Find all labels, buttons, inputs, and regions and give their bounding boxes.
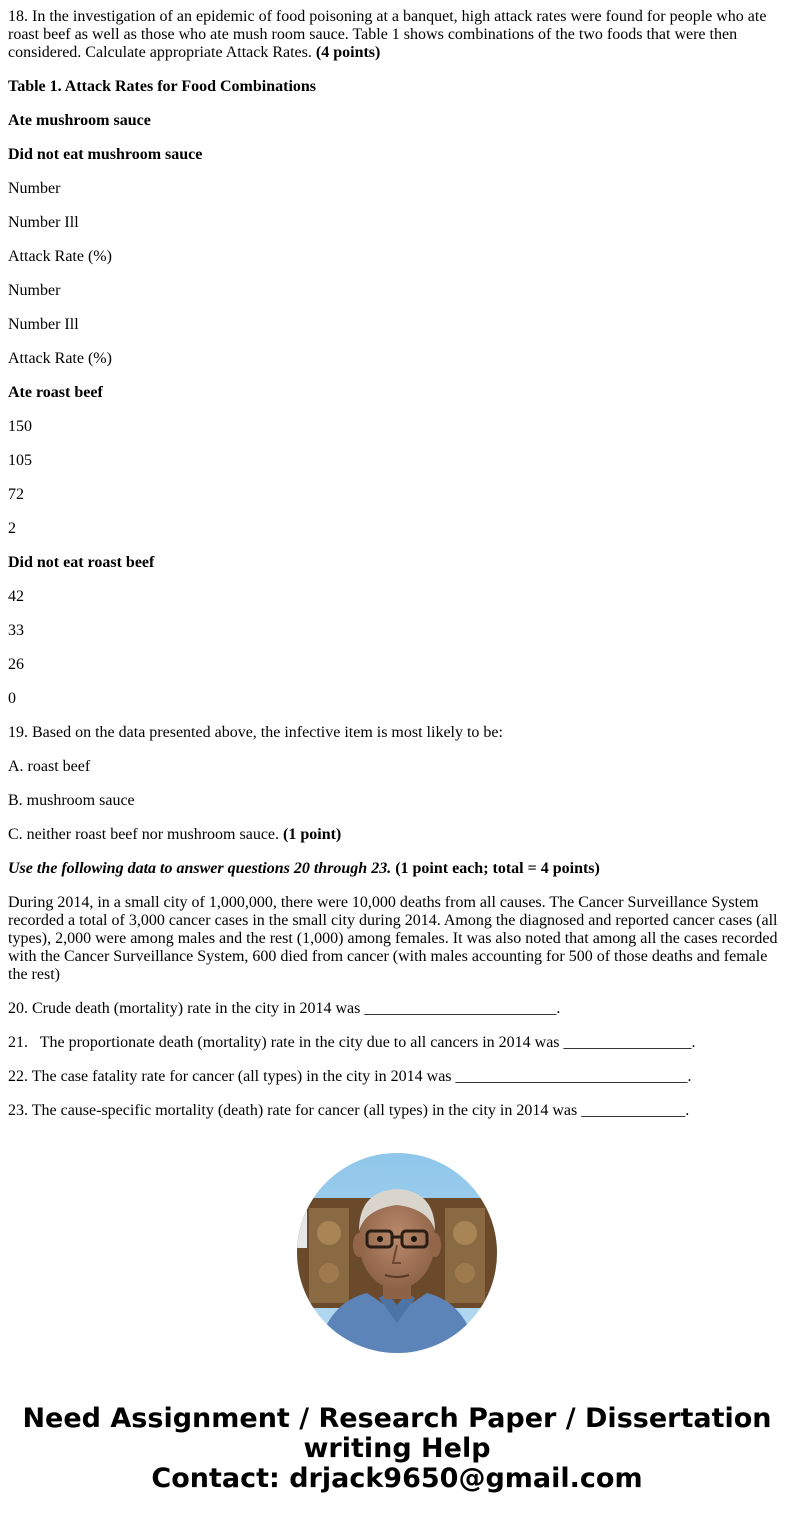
question-19-points: (1 point) [283,826,342,843]
instructions-points: (1 point each; total = 4 points) [391,860,600,877]
question-18-text: 18. In the investigation of an epidemic of food poisoning at a banquet, high attack rates were found for people who ate roast beef as well as those who ate mush room sauce. Table 1 shows combinations of the two foods that were then considered. Calculate appropriate Attack Rates. [8,8,767,61]
scenario-paragraph: During 2014, in a small city of 1,000,000, there were 10,000 deaths from all causes. The Cancer Surveillance System recorded a total of 3,000 cancer cases in the small city during 2014. Among the diagnosed and reported cancer cases (all types), 2,000 were among males and the rest (1,000) among females. It was also noted that among all the cases recorded with the Cancer Surveillance System, 600 died from cancer (with males accounting for 500 of those deaths and female the rest) [8,894,778,983]
table-title: Table 1. Attack Rates for Food Combinations [8,78,317,95]
table-cell: 42 [8,588,24,605]
header-number-ill: Number Ill [8,316,79,333]
option-c: C. neither roast beef nor mushroom sauce. (1 point) [8,826,342,843]
option-b: B. mushroom sauce [8,792,135,809]
header-number: Number [8,180,61,197]
question-21: 21. The proportionate death (mortality) rate in the city due to all cancers in 2014 was ________________. [8,1034,696,1051]
avatar [297,1153,497,1353]
table-cell: 33 [8,622,24,639]
question-20: 20. Crude death (mortality) rate in the city in 2014 was ________________________. [8,1000,561,1017]
promo-line-2: writing Help [303,1433,491,1464]
question-18 [8,8,786,62]
question-18-points: (4 points) [315,44,381,61]
row-label-did-not-eat-roast-beef: Did not eat roast beef [8,554,155,571]
instructions-italic: Use the following data to answer questions 20 through 23. [8,860,392,877]
question-23: 23. The cause-specific mortality (death) rate for cancer (all types) in the city in 2014 was _____________. [8,1102,690,1119]
table-cell: 0 [8,690,16,707]
table-cell: 2 [8,520,16,537]
header-attack-rate: Attack Rate (%) [8,350,112,367]
table-cell: 150 [8,418,32,435]
row-label-ate-roast-beef: Ate roast beef [8,384,103,401]
table-cell: 105 [8,452,32,469]
header-number: Number [8,282,61,299]
question-19-stem: 19. Based on the data presented above, the infective item is most likely to be: [8,724,503,741]
column-group-did-not-eat-mushroom: Did not eat mushroom sauce [8,146,203,163]
table-cell: 72 [8,486,24,503]
header-number-ill: Number Ill [8,214,79,231]
promo-contact: Contact: drjack9650@gmail.com [151,1463,643,1494]
question-22: 22. The case fatality rate for cancer (all types) in the city in 2014 was _____________________________. [8,1068,692,1085]
promo-line-1: Need Assignment / Research Paper / Dissertation [22,1403,772,1434]
option-a: A. roast beef [8,758,91,775]
header-attack-rate: Attack Rate (%) [8,248,112,265]
instructions [8,860,786,878]
table-cell: 26 [8,656,24,673]
column-group-ate-mushroom: Ate mushroom sauce [8,112,151,129]
